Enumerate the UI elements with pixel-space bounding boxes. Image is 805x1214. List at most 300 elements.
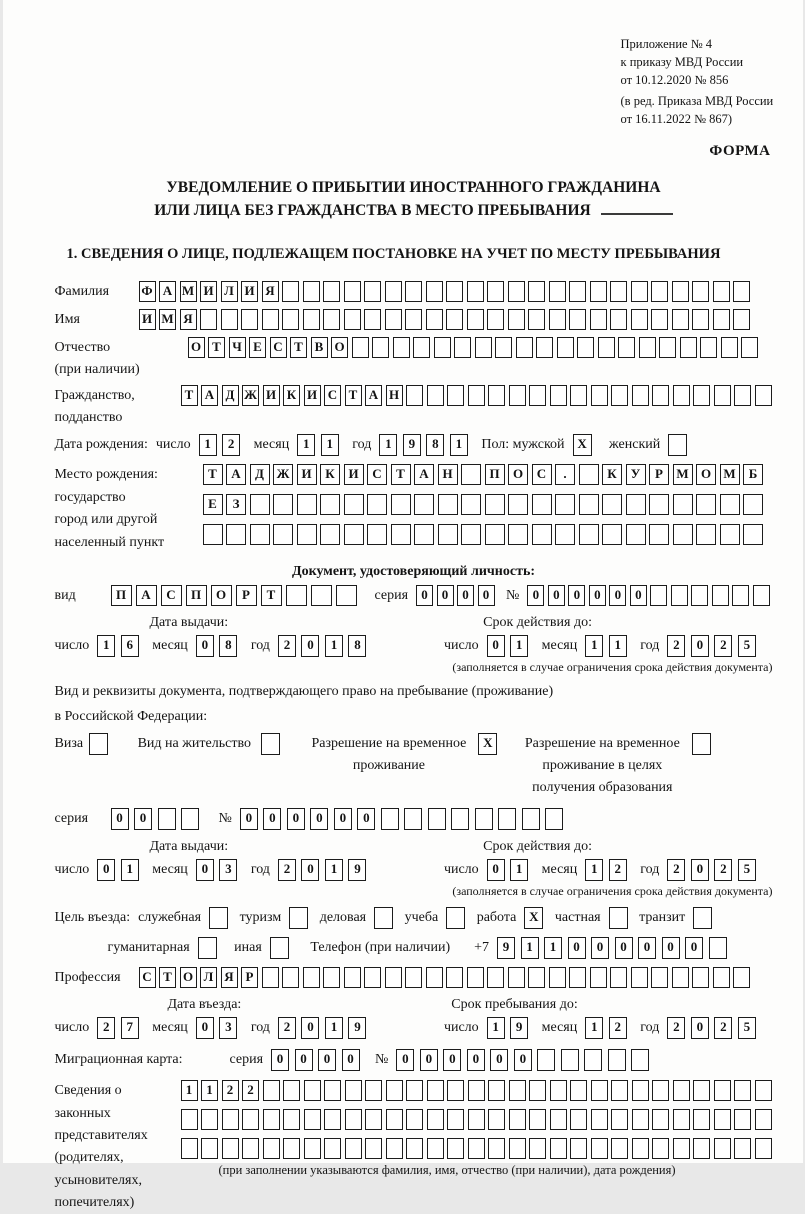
- form-cell[interactable]: Е: [249, 337, 266, 358]
- form-cell[interactable]: Р: [236, 585, 257, 606]
- form-cell[interactable]: [485, 524, 505, 545]
- form-cell[interactable]: [386, 1080, 403, 1101]
- form-cell[interactable]: 9: [403, 434, 421, 456]
- form-cell[interactable]: 1: [181, 1080, 198, 1101]
- form-cell[interactable]: [427, 1080, 444, 1101]
- form-cell[interactable]: [700, 337, 717, 358]
- form-cell[interactable]: С: [324, 385, 341, 406]
- form-cell[interactable]: [720, 494, 740, 515]
- form-cell[interactable]: [447, 1080, 464, 1101]
- form-cell[interactable]: [631, 1049, 649, 1071]
- form-cell[interactable]: [485, 494, 505, 515]
- form-cell[interactable]: [755, 1080, 772, 1101]
- form-cell[interactable]: П: [485, 464, 505, 485]
- form-cell[interactable]: 0: [342, 1049, 360, 1071]
- form-cell[interactable]: [529, 1080, 546, 1101]
- form-cell[interactable]: 1: [585, 1017, 603, 1039]
- form-cell[interactable]: [158, 808, 176, 830]
- form-cell[interactable]: [303, 281, 320, 302]
- form-cell[interactable]: [201, 1138, 218, 1159]
- form-cell[interactable]: [714, 1109, 731, 1130]
- form-cell[interactable]: [262, 309, 279, 330]
- form-cell[interactable]: [691, 585, 708, 606]
- form-cell[interactable]: X: [478, 733, 497, 755]
- form-cell[interactable]: 0: [111, 808, 129, 830]
- form-cell[interactable]: 1: [609, 635, 627, 657]
- form-cell[interactable]: [631, 281, 648, 302]
- form-cell[interactable]: [672, 281, 689, 302]
- form-cell[interactable]: [365, 1080, 382, 1101]
- form-cell[interactable]: 9: [510, 1017, 528, 1039]
- form-cell[interactable]: [652, 1109, 669, 1130]
- form-cell[interactable]: А: [159, 281, 176, 302]
- form-cell[interactable]: И: [139, 309, 156, 330]
- form-cell[interactable]: [406, 1109, 423, 1130]
- form-cell[interactable]: [209, 907, 228, 929]
- form-cell[interactable]: [426, 967, 443, 988]
- form-cell[interactable]: 1: [585, 635, 603, 657]
- form-cell[interactable]: К: [602, 464, 622, 485]
- form-cell[interactable]: [487, 967, 504, 988]
- form-cell[interactable]: 0: [662, 937, 680, 959]
- form-cell[interactable]: [508, 494, 528, 515]
- form-cell[interactable]: [303, 967, 320, 988]
- form-cell[interactable]: М: [720, 464, 740, 485]
- form-cell[interactable]: [734, 1109, 751, 1130]
- form-cell[interactable]: 0: [487, 859, 505, 881]
- form-cell[interactable]: 0: [263, 808, 281, 830]
- form-cell[interactable]: [488, 1080, 505, 1101]
- form-cell[interactable]: 5: [738, 635, 756, 657]
- form-cell[interactable]: А: [226, 464, 246, 485]
- form-cell[interactable]: [381, 808, 399, 830]
- form-cell[interactable]: [516, 337, 533, 358]
- form-cell[interactable]: Д: [250, 464, 270, 485]
- form-cell[interactable]: X: [573, 434, 592, 456]
- form-cell[interactable]: [734, 1080, 751, 1101]
- form-cell[interactable]: 0: [527, 585, 544, 606]
- form-cell[interactable]: [692, 281, 709, 302]
- form-cell[interactable]: [344, 524, 364, 545]
- form-cell[interactable]: [720, 524, 740, 545]
- form-cell[interactable]: Ф: [139, 281, 156, 302]
- form-cell[interactable]: И: [200, 281, 217, 302]
- form-cell[interactable]: [320, 524, 340, 545]
- form-cell[interactable]: [385, 281, 402, 302]
- form-cell[interactable]: [405, 967, 422, 988]
- form-cell[interactable]: 0: [487, 635, 505, 657]
- form-cell[interactable]: [755, 1109, 772, 1130]
- form-cell[interactable]: [461, 524, 481, 545]
- form-cell[interactable]: [250, 524, 270, 545]
- form-cell[interactable]: 1: [450, 434, 468, 456]
- form-cell[interactable]: 2: [667, 1017, 685, 1039]
- form-cell[interactable]: 0: [134, 808, 152, 830]
- form-cell[interactable]: [427, 1138, 444, 1159]
- form-cell[interactable]: [181, 1109, 198, 1130]
- form-cell[interactable]: 0: [630, 585, 647, 606]
- form-cell[interactable]: [364, 309, 381, 330]
- form-cell[interactable]: [372, 337, 389, 358]
- form-cell[interactable]: [426, 281, 443, 302]
- form-cell[interactable]: [713, 281, 730, 302]
- form-cell[interactable]: [591, 1138, 608, 1159]
- form-cell[interactable]: [555, 524, 575, 545]
- form-cell[interactable]: [659, 337, 676, 358]
- form-cell[interactable]: 0: [196, 1017, 214, 1039]
- form-cell[interactable]: 2: [222, 1080, 239, 1101]
- form-cell[interactable]: Я: [262, 281, 279, 302]
- form-cell[interactable]: [561, 1049, 579, 1071]
- form-cell[interactable]: [712, 585, 729, 606]
- form-cell[interactable]: [297, 524, 317, 545]
- form-cell[interactable]: В: [311, 337, 328, 358]
- form-cell[interactable]: [446, 281, 463, 302]
- form-cell[interactable]: [632, 1080, 649, 1101]
- form-cell[interactable]: Ч: [229, 337, 246, 358]
- form-cell[interactable]: 5: [738, 1017, 756, 1039]
- form-cell[interactable]: 8: [348, 635, 366, 657]
- form-cell[interactable]: [262, 967, 279, 988]
- form-cell[interactable]: [713, 309, 730, 330]
- form-cell[interactable]: 0: [609, 585, 626, 606]
- form-cell[interactable]: [352, 337, 369, 358]
- form-cell[interactable]: [713, 967, 730, 988]
- form-cell[interactable]: [323, 967, 340, 988]
- form-cell[interactable]: 1: [297, 434, 315, 456]
- form-cell[interactable]: [488, 385, 505, 406]
- form-cell[interactable]: 1: [97, 635, 115, 657]
- form-cell[interactable]: [528, 967, 545, 988]
- form-cell[interactable]: [406, 1080, 423, 1101]
- form-cell[interactable]: [673, 1138, 690, 1159]
- form-cell[interactable]: [591, 1109, 608, 1130]
- form-cell[interactable]: [673, 524, 693, 545]
- form-cell[interactable]: 0: [97, 859, 115, 881]
- form-cell[interactable]: Л: [221, 281, 238, 302]
- form-cell[interactable]: 0: [334, 808, 352, 830]
- form-cell[interactable]: [386, 1109, 403, 1130]
- form-cell[interactable]: [475, 337, 492, 358]
- form-cell[interactable]: Б: [743, 464, 763, 485]
- form-cell[interactable]: [591, 385, 608, 406]
- form-cell[interactable]: 0: [318, 1049, 336, 1071]
- form-cell[interactable]: И: [297, 464, 317, 485]
- form-cell[interactable]: [364, 967, 381, 988]
- form-cell[interactable]: [755, 1138, 772, 1159]
- form-cell[interactable]: 0: [240, 808, 258, 830]
- form-cell[interactable]: [367, 524, 387, 545]
- form-cell[interactable]: 0: [685, 937, 703, 959]
- form-cell[interactable]: [498, 808, 516, 830]
- form-cell[interactable]: 9: [348, 859, 366, 881]
- form-cell[interactable]: 2: [278, 1017, 296, 1039]
- form-cell[interactable]: [626, 494, 646, 515]
- form-cell[interactable]: [487, 309, 504, 330]
- form-cell[interactable]: 2: [609, 859, 627, 881]
- form-cell[interactable]: Ж: [242, 385, 259, 406]
- form-cell[interactable]: [522, 808, 540, 830]
- form-cell[interactable]: 0: [467, 1049, 485, 1071]
- form-cell[interactable]: [203, 524, 223, 545]
- form-cell[interactable]: [344, 494, 364, 515]
- form-cell[interactable]: [447, 385, 464, 406]
- form-cell[interactable]: [289, 907, 308, 929]
- form-cell[interactable]: И: [304, 385, 321, 406]
- form-cell[interactable]: [297, 494, 317, 515]
- form-cell[interactable]: [671, 585, 688, 606]
- form-cell[interactable]: 9: [348, 1017, 366, 1039]
- form-cell[interactable]: [632, 1109, 649, 1130]
- form-cell[interactable]: О: [331, 337, 348, 358]
- form-cell[interactable]: [468, 1109, 485, 1130]
- form-cell[interactable]: 1: [199, 434, 217, 456]
- form-cell[interactable]: 1: [521, 937, 539, 959]
- form-cell[interactable]: [579, 524, 599, 545]
- form-cell[interactable]: [753, 585, 770, 606]
- form-cell[interactable]: [364, 281, 381, 302]
- form-cell[interactable]: Т: [208, 337, 225, 358]
- form-cell[interactable]: [344, 281, 361, 302]
- form-cell[interactable]: [743, 524, 763, 545]
- form-cell[interactable]: [570, 1138, 587, 1159]
- form-cell[interactable]: [693, 1080, 710, 1101]
- form-cell[interactable]: [668, 434, 687, 456]
- form-cell[interactable]: [427, 385, 444, 406]
- form-cell[interactable]: [336, 585, 357, 606]
- form-cell[interactable]: 1: [379, 434, 397, 456]
- form-cell[interactable]: 3: [219, 1017, 237, 1039]
- form-cell[interactable]: 5: [738, 859, 756, 881]
- form-cell[interactable]: 0: [568, 937, 586, 959]
- form-cell[interactable]: П: [111, 585, 132, 606]
- form-cell[interactable]: И: [344, 464, 364, 485]
- form-cell[interactable]: [324, 1138, 341, 1159]
- form-cell[interactable]: [393, 337, 410, 358]
- form-cell[interactable]: Р: [649, 464, 669, 485]
- form-cell[interactable]: [438, 494, 458, 515]
- form-cell[interactable]: Р: [241, 967, 258, 988]
- form-cell[interactable]: 8: [426, 434, 444, 456]
- form-cell[interactable]: 0: [357, 808, 375, 830]
- form-cell[interactable]: С: [161, 585, 182, 606]
- form-cell[interactable]: П: [186, 585, 207, 606]
- form-cell[interactable]: 0: [301, 859, 319, 881]
- form-cell[interactable]: 0: [396, 1049, 414, 1071]
- form-cell[interactable]: [579, 464, 599, 485]
- form-cell[interactable]: [508, 524, 528, 545]
- form-cell[interactable]: С: [139, 967, 156, 988]
- form-cell[interactable]: [626, 524, 646, 545]
- form-cell[interactable]: [263, 1080, 280, 1101]
- form-cell[interactable]: 0: [457, 585, 474, 606]
- form-cell[interactable]: 1: [544, 937, 562, 959]
- form-cell[interactable]: С: [367, 464, 387, 485]
- form-cell[interactable]: [714, 385, 731, 406]
- form-cell[interactable]: [549, 281, 566, 302]
- form-cell[interactable]: [446, 309, 463, 330]
- form-cell[interactable]: [714, 1138, 731, 1159]
- form-cell[interactable]: [304, 1109, 321, 1130]
- form-cell[interactable]: Н: [438, 464, 458, 485]
- form-cell[interactable]: [323, 281, 340, 302]
- form-cell[interactable]: 0: [548, 585, 565, 606]
- form-cell[interactable]: [406, 385, 423, 406]
- form-cell[interactable]: У: [626, 464, 646, 485]
- form-cell[interactable]: А: [136, 585, 157, 606]
- form-cell[interactable]: [557, 337, 574, 358]
- form-cell[interactable]: 0: [490, 1049, 508, 1071]
- form-cell[interactable]: [413, 337, 430, 358]
- form-cell[interactable]: 1: [321, 434, 339, 456]
- form-cell[interactable]: Т: [391, 464, 411, 485]
- form-cell[interactable]: А: [414, 464, 434, 485]
- form-cell[interactable]: [651, 967, 668, 988]
- form-cell[interactable]: [590, 281, 607, 302]
- form-cell[interactable]: Т: [345, 385, 362, 406]
- form-cell[interactable]: Ж: [273, 464, 293, 485]
- form-cell[interactable]: И: [263, 385, 280, 406]
- form-cell[interactable]: 0: [638, 937, 656, 959]
- form-cell[interactable]: 6: [121, 635, 139, 657]
- form-cell[interactable]: 2: [667, 635, 685, 657]
- form-cell[interactable]: [323, 309, 340, 330]
- form-cell[interactable]: 0: [301, 635, 319, 657]
- form-cell[interactable]: [529, 1109, 546, 1130]
- form-cell[interactable]: [549, 309, 566, 330]
- form-cell[interactable]: [555, 494, 575, 515]
- form-cell[interactable]: [414, 494, 434, 515]
- form-cell[interactable]: [549, 967, 566, 988]
- form-cell[interactable]: А: [201, 385, 218, 406]
- form-cell[interactable]: [261, 733, 280, 755]
- form-cell[interactable]: [618, 337, 635, 358]
- form-cell[interactable]: [611, 1080, 628, 1101]
- form-cell[interactable]: [367, 494, 387, 515]
- form-cell[interactable]: [673, 1109, 690, 1130]
- form-cell[interactable]: [286, 585, 307, 606]
- form-cell[interactable]: [488, 1109, 505, 1130]
- form-cell[interactable]: [434, 337, 451, 358]
- form-cell[interactable]: [532, 494, 552, 515]
- form-cell[interactable]: [447, 1109, 464, 1130]
- form-cell[interactable]: 0: [514, 1049, 532, 1071]
- form-cell[interactable]: [734, 385, 751, 406]
- form-cell[interactable]: [590, 309, 607, 330]
- form-cell[interactable]: [570, 1109, 587, 1130]
- form-cell[interactable]: 0: [437, 585, 454, 606]
- form-cell[interactable]: [672, 309, 689, 330]
- form-cell[interactable]: [610, 281, 627, 302]
- form-cell[interactable]: [198, 937, 217, 959]
- form-cell[interactable]: 2: [222, 434, 240, 456]
- form-cell[interactable]: [529, 1138, 546, 1159]
- form-cell[interactable]: [221, 309, 238, 330]
- form-cell[interactable]: [446, 967, 463, 988]
- form-cell[interactable]: [201, 1109, 218, 1130]
- form-cell[interactable]: [733, 967, 750, 988]
- form-cell[interactable]: [680, 337, 697, 358]
- form-cell[interactable]: [405, 309, 422, 330]
- form-cell[interactable]: 0: [568, 585, 585, 606]
- form-cell[interactable]: Т: [181, 385, 198, 406]
- form-cell[interactable]: Т: [159, 967, 176, 988]
- form-cell[interactable]: 0: [310, 808, 328, 830]
- form-cell[interactable]: [345, 1080, 362, 1101]
- form-cell[interactable]: О: [508, 464, 528, 485]
- form-cell[interactable]: [651, 281, 668, 302]
- form-cell[interactable]: И: [241, 281, 258, 302]
- form-cell[interactable]: 2: [278, 635, 296, 657]
- form-cell[interactable]: [631, 309, 648, 330]
- form-cell[interactable]: [468, 1138, 485, 1159]
- form-cell[interactable]: 2: [714, 859, 732, 881]
- form-cell[interactable]: [709, 937, 727, 959]
- form-cell[interactable]: [428, 808, 446, 830]
- form-cell[interactable]: [467, 309, 484, 330]
- form-cell[interactable]: [577, 337, 594, 358]
- form-cell[interactable]: .: [555, 464, 575, 485]
- form-cell[interactable]: [365, 1109, 382, 1130]
- form-cell[interactable]: [242, 1138, 259, 1159]
- form-cell[interactable]: 2: [242, 1080, 259, 1101]
- form-cell[interactable]: Т: [203, 464, 223, 485]
- form-cell[interactable]: [611, 1109, 628, 1130]
- form-cell[interactable]: [721, 337, 738, 358]
- form-cell[interactable]: 0: [615, 937, 633, 959]
- form-cell[interactable]: Т: [290, 337, 307, 358]
- form-cell[interactable]: [283, 1080, 300, 1101]
- form-cell[interactable]: М: [159, 309, 176, 330]
- form-cell[interactable]: 0: [287, 808, 305, 830]
- form-cell[interactable]: [282, 967, 299, 988]
- form-cell[interactable]: [611, 1138, 628, 1159]
- form-cell[interactable]: [282, 309, 299, 330]
- form-cell[interactable]: 0: [196, 859, 214, 881]
- form-cell[interactable]: 0: [691, 635, 709, 657]
- form-cell[interactable]: [649, 494, 669, 515]
- form-cell[interactable]: [242, 1109, 259, 1130]
- form-cell[interactable]: [324, 1109, 341, 1130]
- form-cell[interactable]: [732, 585, 749, 606]
- form-cell[interactable]: [283, 1109, 300, 1130]
- form-cell[interactable]: Д: [222, 385, 239, 406]
- form-cell[interactable]: 1: [487, 1017, 505, 1039]
- form-cell[interactable]: [438, 524, 458, 545]
- form-cell[interactable]: [311, 585, 332, 606]
- form-cell[interactable]: [404, 808, 422, 830]
- form-cell[interactable]: Т: [261, 585, 282, 606]
- form-cell[interactable]: [536, 337, 553, 358]
- form-cell[interactable]: [365, 1138, 382, 1159]
- form-cell[interactable]: 0: [196, 635, 214, 657]
- form-cell[interactable]: 0: [271, 1049, 289, 1071]
- form-cell[interactable]: [692, 967, 709, 988]
- form-cell[interactable]: [454, 337, 471, 358]
- form-cell[interactable]: [651, 309, 668, 330]
- form-cell[interactable]: [550, 1138, 567, 1159]
- form-cell[interactable]: [509, 1080, 526, 1101]
- form-cell[interactable]: [181, 1138, 198, 1159]
- form-cell[interactable]: [344, 967, 361, 988]
- form-cell[interactable]: [537, 1049, 555, 1071]
- form-cell[interactable]: [528, 281, 545, 302]
- form-cell[interactable]: [610, 309, 627, 330]
- form-cell[interactable]: [609, 907, 628, 929]
- form-cell[interactable]: [89, 733, 108, 755]
- form-cell[interactable]: [222, 1109, 239, 1130]
- form-cell[interactable]: [487, 281, 504, 302]
